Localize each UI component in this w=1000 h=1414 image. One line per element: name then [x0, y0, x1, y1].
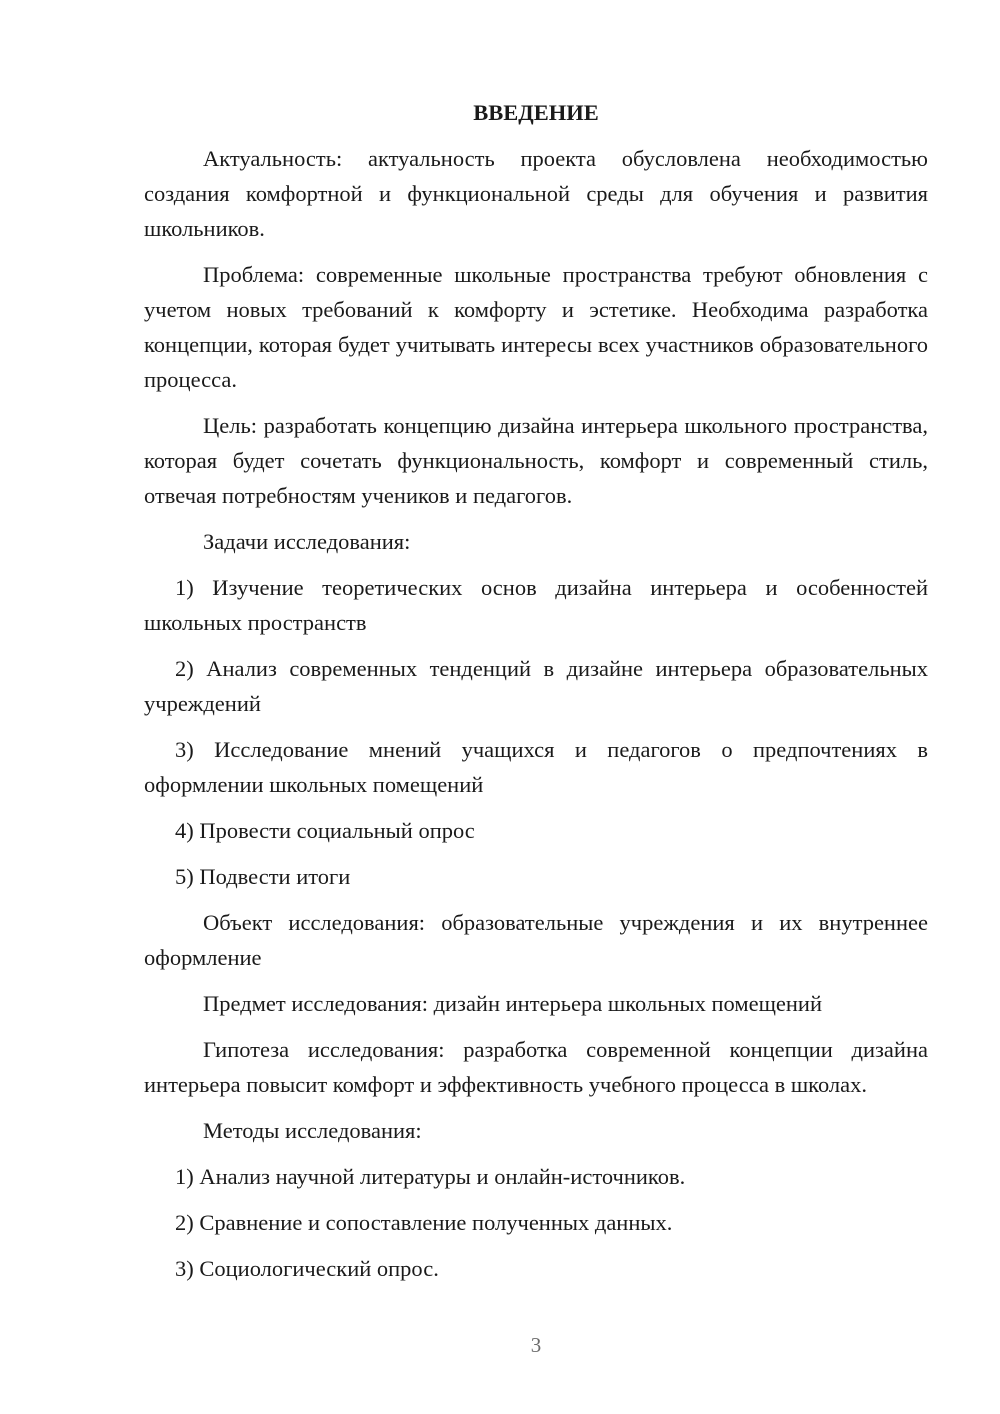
relevance-paragraph: Актуальность: актуальность проекта обусловлена необходимостью создания комфортной и функциональной среды для обучения и развития школьников. [144, 146, 928, 241]
method-item: 2) Сравнение и сопоставление полученных данных. [175, 1210, 673, 1235]
tasks-heading: Задачи исследования: [203, 529, 411, 554]
task-item: 4) Провести социальный опрос [175, 818, 475, 843]
task-item: 1) Изучение теоретических основ дизайна интерьера и особенностей школьных пространств [144, 575, 928, 635]
subject-paragraph: Предмет исследования: дизайн интерьера школьных помещений [203, 991, 823, 1016]
method-item: 3) Социологический опрос. [175, 1256, 439, 1281]
object-paragraph: Объект исследования: образовательные учреждения и их внутреннее оформление [144, 910, 928, 970]
hypothesis-paragraph: Гипотеза исследования: разработка современной концепции дизайна интерьера повысит комфорт и эффективность учебного процесса в школах. [144, 1037, 928, 1097]
page-number: 3 [530, 1333, 542, 1357]
goal-paragraph: Цель: разработать концепцию дизайна интерьера школьного пространства, которая будет сочетать функциональность, комфорт и современный стиль, отвечая потребностям учеников и педагогов. [144, 413, 928, 508]
methods-heading: Методы исследования: [203, 1118, 422, 1143]
page-content [144, 95, 928, 1297]
task-item: 5) Подвести итоги [175, 864, 351, 889]
method-item: 1) Анализ научной литературы и онлайн-источников. [175, 1164, 686, 1189]
section-title: ВВЕДЕНИЕ [473, 100, 599, 125]
problem-paragraph: Проблема: современные школьные пространства требуют обновления с учетом новых требований к комфорту и эстетике. Необходима разработка концепции, которая будет учитывать интересы всех участников образовательного процесса. [144, 262, 928, 392]
task-item: 2) Анализ современных тенденций в дизайне интерьера образовательных учреждений [144, 656, 928, 716]
task-item: 3) Исследование мнений учащихся и педагогов о предпочтениях в оформлении школьных помещений [144, 737, 928, 797]
